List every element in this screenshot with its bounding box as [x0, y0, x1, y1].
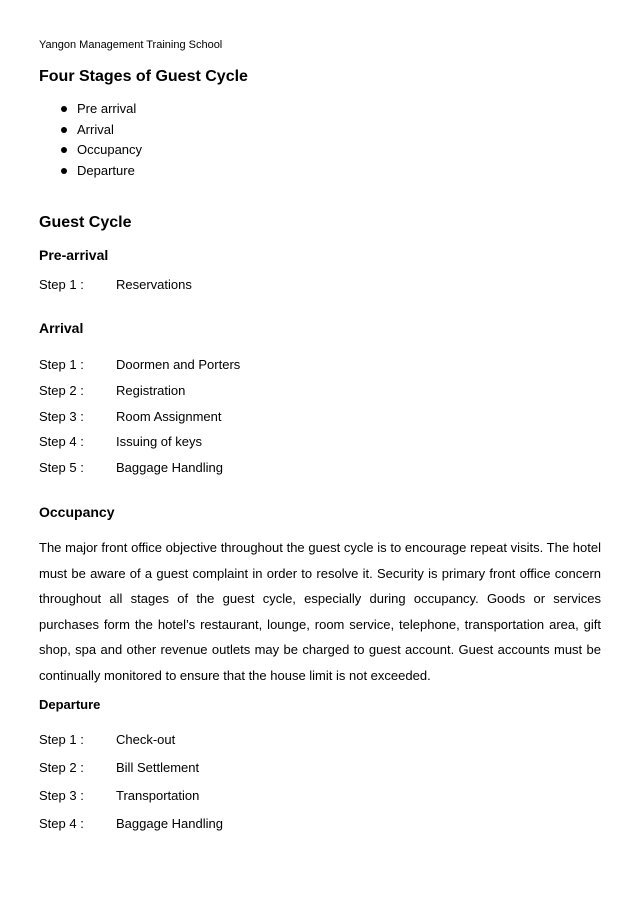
list-item: Departure — [61, 163, 142, 184]
step-row — [39, 383, 439, 399]
step-row — [39, 732, 439, 748]
step-text: Reservations — [116, 277, 192, 292]
step-text: Transportation — [116, 788, 200, 803]
step-text: Baggage Handling — [116, 816, 223, 831]
arrival-title: Arrival — [39, 320, 84, 336]
step-label: Step 3 : — [39, 409, 84, 424]
step-text: Doormen and Porters — [116, 357, 241, 372]
step-row — [39, 788, 439, 804]
step-label: Step 1 : — [39, 277, 84, 292]
step-text: Baggage Handling — [116, 460, 223, 475]
list-item: Occupancy — [61, 142, 142, 163]
step-text: Registration — [116, 383, 186, 398]
step-row — [39, 409, 439, 425]
occupancy-title: Occupancy — [39, 504, 115, 520]
school-name: Yangon Management Training School — [39, 39, 223, 51]
step-row — [39, 760, 439, 776]
stages-list — [61, 101, 142, 183]
pre-arrival-title: Pre-arrival — [39, 247, 109, 263]
step-label: Step 5 : — [39, 460, 84, 475]
departure-title: Departure — [39, 697, 101, 712]
step-label: Step 3 : — [39, 788, 84, 803]
step-row — [39, 277, 439, 293]
list-item: Arrival — [61, 122, 142, 143]
stages-title: Four Stages of Guest Cycle — [39, 68, 248, 85]
step-label: Step 1 : — [39, 357, 84, 372]
step-text: Room Assignment — [116, 409, 222, 424]
step-text: Bill Settlement — [116, 760, 200, 775]
step-label: Step 1 : — [39, 732, 84, 747]
list-item: Pre arrival — [61, 101, 142, 122]
occupancy-paragraph: The major front office objective throughout the guest cycle is to encourage repeat visits. The hotel must be aware of a guest complaint in order to resolve it. Security is primary front office concern throughout all stages of the guest cycle, especially during occupancy. Goods or services purchases form the hotel’s restaurant, lounge, room service, telephone, transportation area, gift shop, spa and other revenue outlets may be charged to guest account. Guest accounts must be continually monitored to ensure that the house limit is not exceeded. — [39, 540, 601, 683]
step-label: Step 4 : — [39, 434, 84, 449]
step-label: Step 2 : — [39, 760, 84, 775]
step-row — [39, 816, 439, 832]
step-label: Step 2 : — [39, 383, 84, 398]
step-label: Step 4 : — [39, 816, 84, 831]
step-row — [39, 460, 439, 476]
guest-cycle-title: Guest Cycle — [39, 214, 132, 231]
step-row — [39, 434, 439, 450]
step-text: Check-out — [116, 732, 176, 747]
step-text: Issuing of keys — [116, 434, 202, 449]
step-row — [39, 357, 439, 373]
